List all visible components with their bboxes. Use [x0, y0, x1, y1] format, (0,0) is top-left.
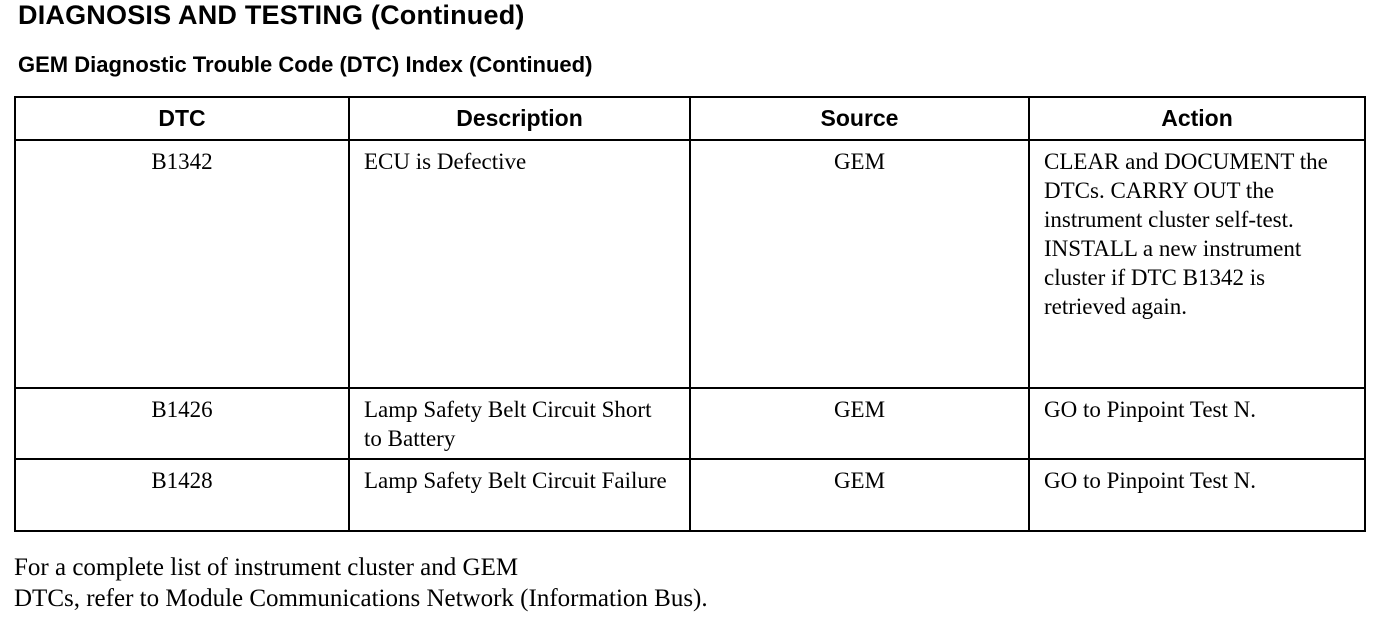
- cell-description: Lamp Safety Belt Circuit Short to Battery: [349, 388, 690, 459]
- table-row: [15, 459, 1365, 531]
- cell-source: GEM: [690, 388, 1029, 459]
- cell-source: GEM: [690, 459, 1029, 531]
- cell-action: GO to Pinpoint Test N.: [1029, 459, 1365, 531]
- cell-action: CLEAR and DOCUMENT the DTCs. CARRY OUT the instrument cluster self-test. INSTALL a new instrument cluster if DTC B1342 is retrieved again.: [1029, 140, 1365, 388]
- header-source: Source: [690, 97, 1029, 140]
- dtc-index-table: [14, 96, 1366, 532]
- table-row: [15, 388, 1365, 459]
- header-action: Action: [1029, 97, 1365, 140]
- page-heading: DIAGNOSIS AND TESTING (Continued): [18, 0, 525, 30]
- cell-description: Lamp Safety Belt Circuit Failure: [349, 459, 690, 531]
- footnote: [14, 552, 708, 614]
- cell-dtc: B1342: [15, 140, 349, 388]
- cell-source: GEM: [690, 140, 1029, 388]
- cell-action: GO to Pinpoint Test N.: [1029, 388, 1365, 459]
- footnote-line: For a complete list of instrument cluster and GEM: [14, 554, 519, 581]
- header-dtc: DTC: [15, 97, 349, 140]
- footnote-line: DTCs, refer to Module Communications Network (Information Bus).: [14, 585, 708, 612]
- table-row: [15, 140, 1365, 388]
- header-description: Description: [349, 97, 690, 140]
- cell-dtc: B1426: [15, 388, 349, 459]
- table-title: GEM Diagnostic Trouble Code (DTC) Index (Continued): [18, 52, 593, 77]
- cell-description: ECU is Defective: [349, 140, 690, 388]
- cell-dtc: B1428: [15, 459, 349, 531]
- table-header-row: [15, 97, 1365, 140]
